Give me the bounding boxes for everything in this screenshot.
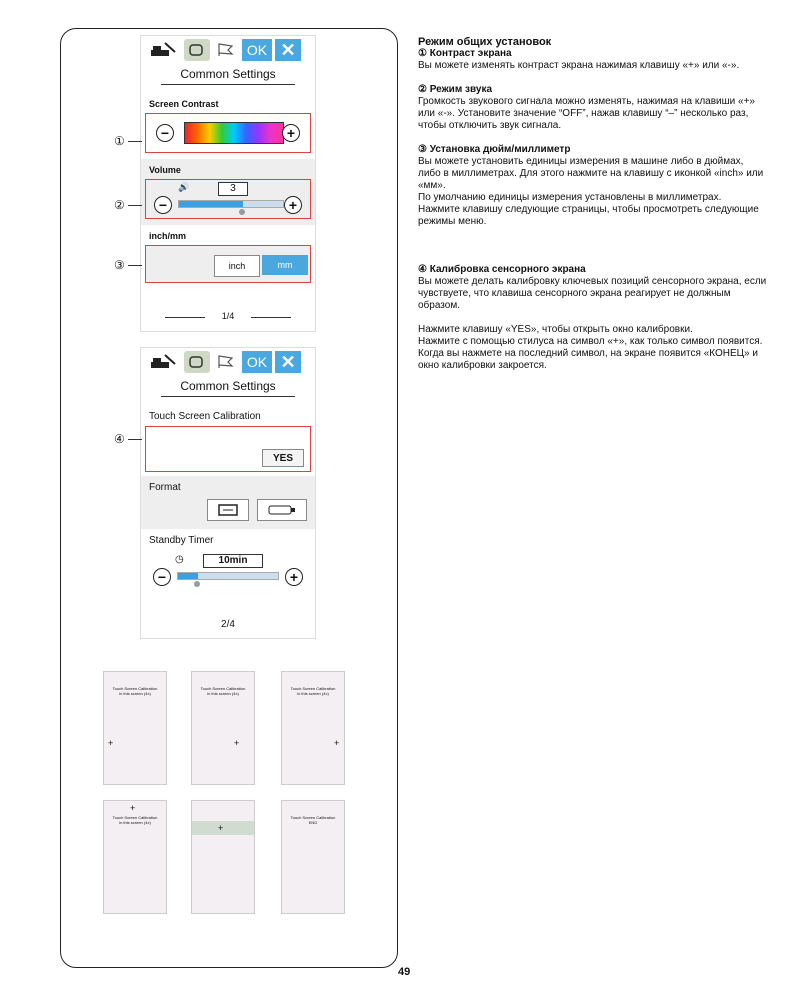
standby-slider[interactable] bbox=[177, 572, 279, 580]
contrast-heading: ① Контраст экрана bbox=[418, 48, 512, 59]
close-button[interactable]: ✕ bbox=[275, 351, 301, 373]
volume-value: 3 bbox=[218, 182, 248, 196]
format-label: Format bbox=[149, 482, 181, 493]
calibration-screen-6 bbox=[281, 800, 345, 914]
units-heading: ③ Установка дюйм/миллиметр bbox=[418, 144, 571, 155]
calibration-body-3: Нажмите с помощью стилуса на символ «+», как только символ появится. bbox=[418, 336, 763, 347]
inch-button[interactable]: inch bbox=[214, 255, 260, 277]
unit-label: inch/mm bbox=[149, 231, 187, 241]
calibration-target[interactable]: + bbox=[130, 803, 136, 813]
standby-slider-fill bbox=[178, 573, 198, 579]
contrast-bar bbox=[184, 122, 284, 144]
volume-control bbox=[145, 179, 311, 219]
screen-contrast-label: Screen Contrast bbox=[149, 99, 219, 109]
page-number: 49 bbox=[398, 966, 411, 978]
units-body-2: По умолчанию единицы измерения установлены в миллиметрах. bbox=[418, 192, 722, 203]
embroidery-settings-icon[interactable] bbox=[184, 39, 210, 61]
calibration-screen-2 bbox=[191, 671, 255, 785]
volume-slider-knob[interactable] bbox=[239, 209, 245, 215]
calibration-text: Touch Screen Calibration in this screen (4x) bbox=[200, 686, 246, 696]
screen-title: Common Settings bbox=[161, 67, 295, 85]
calibration-body-2: Нажмите клавишу «YES», чтобы открыть окно калибровки. bbox=[418, 324, 693, 335]
contrast-control bbox=[145, 113, 311, 153]
callout-3: ③ bbox=[114, 258, 125, 272]
ok-button[interactable]: OK bbox=[242, 351, 272, 373]
standby-plus-button[interactable]: + bbox=[285, 568, 303, 586]
calibration-label: Touch Screen Calibration bbox=[149, 411, 261, 422]
standby-value: 10min bbox=[203, 554, 263, 568]
calibration-text: Touch Screen Calibration in this screen (4x) bbox=[112, 686, 158, 696]
calibration-target[interactable]: + bbox=[108, 738, 114, 748]
calibration-target[interactable]: + bbox=[334, 738, 340, 748]
page-indicator: 1/4 bbox=[153, 311, 303, 321]
calibration-target[interactable]: + bbox=[218, 823, 224, 833]
calibration-body-1: Вы можете делать калибровку ключевых позиций сенсорного экрана, если чувствуете, что клавиша сенсорного экрана реагирует не должным образом. bbox=[418, 276, 767, 311]
volume-slider-fill bbox=[179, 201, 243, 207]
calibration-screen-1 bbox=[103, 671, 167, 785]
standby-timer-label: Standby Timer bbox=[149, 535, 214, 546]
calibration-text: Touch Screen Calibration END bbox=[290, 815, 336, 825]
embroidery-settings-icon[interactable] bbox=[184, 351, 210, 373]
units-body-3: Нажмите клавишу следующие страницы, чтобы просмотреть следующие режимы меню. bbox=[418, 204, 759, 227]
section-heading: Режим общих установок bbox=[418, 36, 552, 48]
volume-plus-button[interactable]: + bbox=[284, 196, 302, 214]
calibration-text: Touch Screen Calibration in this screen (4x) bbox=[112, 815, 158, 825]
units-body-1: Вы можете установить единицы измерения в машине либо в дюймах, либо в миллиметрах. Для этого нажмите на клавишу с иконкой «inch» или «мм». bbox=[418, 156, 764, 191]
contrast-plus-button[interactable]: + bbox=[282, 124, 300, 142]
callout-1: ① bbox=[114, 134, 125, 148]
usb-icon bbox=[267, 504, 297, 516]
screen-toolbar bbox=[141, 348, 315, 376]
unit-control bbox=[145, 245, 311, 283]
sewing-machine-wrench-icon[interactable] bbox=[147, 39, 181, 61]
calibration-body-4: Когда вы нажмете на последний символ, на экране появится «КОНЕЦ» и окно калибровки закроется. bbox=[418, 348, 758, 371]
format-machine-memory-button[interactable] bbox=[207, 499, 249, 521]
callout-2: ② bbox=[114, 198, 125, 212]
volume-slider[interactable] bbox=[178, 200, 284, 208]
contrast-minus-button[interactable]: − bbox=[156, 124, 174, 142]
page-indicator: 2/4 bbox=[221, 619, 235, 630]
calibration-text: Touch Screen Calibration in this screen (4x) bbox=[290, 686, 336, 696]
screen-title: Common Settings bbox=[161, 379, 295, 397]
sound-body: Громкость звукового сигнала можно изменять, нажимая на клавиши «+» или «-». Установите значение “OFF”, нажав клавишу “–” несколько раз, чтобы отключить звук сигнала. bbox=[418, 96, 755, 131]
standby-slider-knob[interactable] bbox=[194, 581, 200, 587]
mm-button[interactable]: mm bbox=[262, 255, 308, 275]
settings-screen-page-1 bbox=[140, 35, 316, 332]
volume-minus-button[interactable]: − bbox=[154, 196, 172, 214]
settings-screen-page-2 bbox=[140, 347, 316, 639]
calibration-screen-5 bbox=[191, 800, 255, 914]
flag-icon[interactable] bbox=[213, 39, 239, 61]
calibration-screen-4 bbox=[103, 800, 167, 914]
format-usb-button[interactable] bbox=[257, 499, 307, 521]
sewing-machine-wrench-icon[interactable] bbox=[147, 351, 181, 373]
speaker-icon: 🔊 bbox=[178, 182, 190, 192]
ok-button[interactable]: OK bbox=[242, 39, 272, 61]
volume-label: Volume bbox=[149, 165, 181, 175]
flag-icon[interactable] bbox=[213, 351, 239, 373]
calibration-target[interactable]: + bbox=[234, 738, 240, 748]
calibration-control bbox=[145, 426, 311, 472]
standby-minus-button[interactable]: − bbox=[153, 568, 171, 586]
calibration-screen-3 bbox=[281, 671, 345, 785]
contrast-body: Вы можете изменять контраст экрана нажимая клавишу «+» или «-». bbox=[418, 60, 740, 71]
yes-button[interactable]: YES bbox=[262, 449, 304, 467]
machine-memory-icon bbox=[217, 504, 239, 516]
standby-control bbox=[141, 550, 315, 598]
calibration-heading: ④ Калибровка сенсорного экрана bbox=[418, 264, 586, 275]
close-button[interactable]: ✕ bbox=[275, 39, 301, 61]
text-column bbox=[418, 36, 768, 372]
sound-heading: ② Режим звука bbox=[418, 84, 493, 95]
clock-icon: ◷ bbox=[175, 554, 184, 565]
screen-toolbar bbox=[141, 36, 315, 64]
callout-4: ④ bbox=[114, 432, 125, 446]
